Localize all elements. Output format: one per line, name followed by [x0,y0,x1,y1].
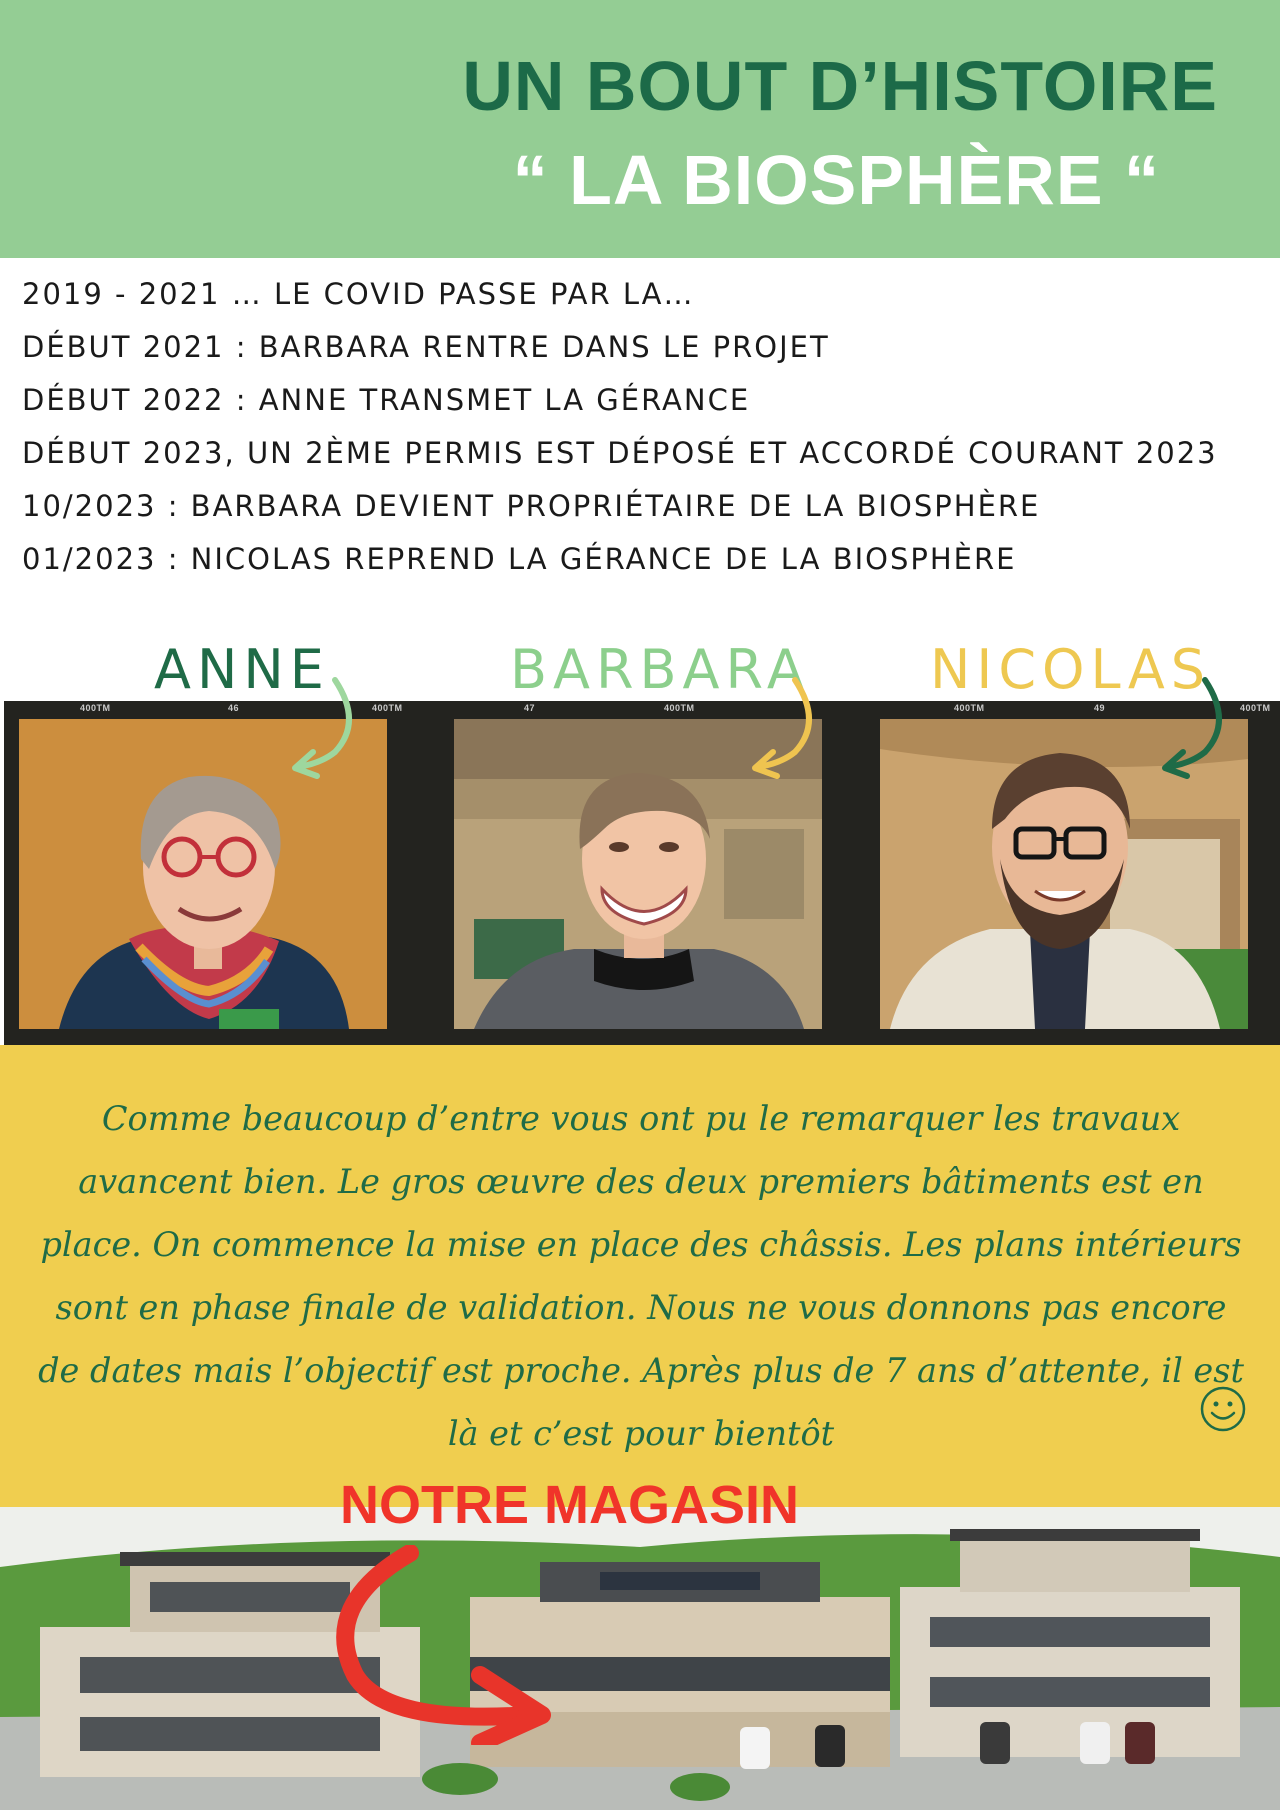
arrow-barbara-icon [745,672,825,782]
page-title: UN BOUT D’HISTOIRE [462,47,1218,125]
timeline-item: 01/2023 : NICOLAS REPREND LA GÉRANCE DE LA BIOSPHÈRE [22,542,1017,576]
film-mark: 400TM [1240,703,1271,713]
film-mark: 47 [524,703,536,713]
timeline-item: 10/2023 : BARBARA DEVIENT PROPRIÉTAIRE DE LA BIOSPHÈRE [22,489,1041,523]
timeline-item: DÉBUT 2021 : BARBARA RENTRE DANS LE PROJET [22,330,830,364]
timeline-item: 2019 - 2021 … LE COVID PASSE PAR LA… [22,277,695,311]
store-rendering-image [0,1507,1280,1810]
film-mark: 400TM [664,703,695,713]
timeline-item: DÉBUT 2023, UN 2ÈME PERMIS EST DÉPOSÉ ET ACCORDÉ COURANT 2023 [22,436,1218,470]
film-mark: 46 [228,703,240,713]
timeline-list [22,268,1262,586]
person-name-barbara: BARBARA [510,638,810,701]
film-mark: 49 [1094,703,1106,713]
timeline-item: DÉBUT 2022 : ANNE TRANSMET LA GÉRANCE [22,383,751,417]
person-name-anne: ANNE [154,638,330,701]
arrow-nicolas-icon [1155,672,1235,782]
store-title: NOTRE MAGASIN [340,1475,799,1535]
page-subtitle: “ LA BIOSPHÈRE “ [512,141,1160,219]
film-mark: 400TM [372,703,403,713]
person-name-nicolas: NICOLAS [930,638,1212,701]
film-mark: 400TM [954,703,985,713]
curved-arrow-icon [330,1545,560,1745]
arrow-anne-icon [285,672,365,782]
film-mark: 400TM [80,703,111,713]
smiley-icon [1198,1384,1248,1434]
film-strip [4,701,1280,1045]
news-paragraph: Comme beaucoup d’entre vous ont pu le remarquer les travaux avancent bien. Le gros œuvre des deux premiers bâtiments est en place. On commence la mise en place des châssis. Les plans intérieurs sont en phase finale de validation. Nous ne vous donnons pas encore de dates mais l’objectif est proche. Après plus de 7 ans d’attente, il est là et c’est pour bientôt [38,1099,1244,1453]
